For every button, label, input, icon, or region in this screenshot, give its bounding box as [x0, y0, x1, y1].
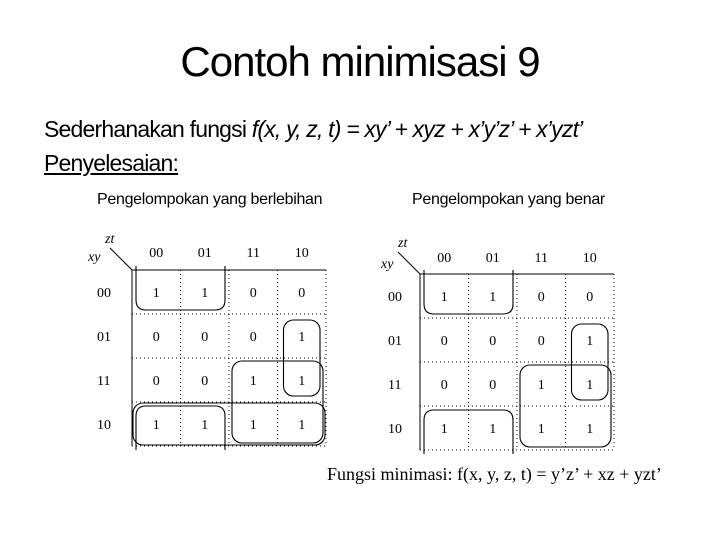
problem-function: f(x, y, z, t) = xy’ + xyz + x’y’z’ + x’yzt’ — [251, 116, 583, 142]
kmap-cell-value: 0 — [537, 290, 545, 305]
kmap-cell-value: 0 — [489, 334, 497, 349]
kmap-cell-value: 1 — [298, 330, 306, 345]
kmap-cell-value: 1 — [249, 418, 257, 433]
kmap-cell-value: 1 — [537, 422, 545, 437]
kmap-row-header: 11 — [97, 374, 111, 389]
kmap-col-header: 11 — [534, 251, 548, 266]
kmap-cell-value: 0 — [440, 334, 448, 349]
kmap-col-header: 01 — [197, 246, 212, 261]
kmap-right — [380, 236, 614, 454]
kmap-row-variable: xy — [381, 257, 394, 272]
kmap-cell-value: 1 — [586, 334, 594, 349]
kmap-cell-value: 1 — [586, 422, 594, 437]
kmap-row-header: 00 — [388, 290, 402, 305]
kmap-cell-value: 0 — [152, 330, 160, 345]
kmap-cell-value: 0 — [249, 330, 257, 345]
kmap-row-header: 10 — [97, 418, 111, 433]
kmap-cell-value: 0 — [440, 378, 448, 393]
kmap-row-variable: xy — [88, 250, 101, 265]
minimized-function: Fungsi minimasi: f(x, y, z, t) = y’z’ + xz + yzt’ — [327, 464, 662, 484]
kmap-cell-value: 1 — [298, 374, 306, 389]
solution-label: Penyelesaian: — [44, 150, 179, 176]
kmap-cell-value: 0 — [489, 378, 497, 393]
kmap-cell-value: 1 — [586, 378, 594, 393]
kmap-group-yz-top — [424, 270, 513, 314]
problem-prefix: Sederhanakan fungsi — [44, 116, 252, 142]
caption-redundant-grouping: Pengelompokan yang berlebihan — [97, 191, 323, 208]
kmap-row-header: 11 — [388, 378, 402, 393]
kmap-row-header: 01 — [97, 330, 111, 345]
kmap-col-header: 11 — [246, 246, 260, 261]
kmap-col-header: 10 — [582, 251, 597, 266]
kmap-col-header: 00 — [149, 246, 164, 261]
caption-correct-grouping: Pengelompokan yang benar — [412, 191, 605, 208]
kmap-col-variable: zt — [398, 236, 408, 251]
kmap-corner-diagonal — [110, 248, 132, 270]
kmap-cell-value: 0 — [201, 374, 209, 389]
slide-title: Contoh minimisasi 9 — [180, 38, 540, 85]
kmap-group-yz-bottom — [424, 410, 513, 454]
kmap-cell-value: 0 — [298, 286, 306, 301]
kmap-row-header: 10 — [388, 422, 402, 437]
kmap-cell-value: 1 — [298, 418, 306, 433]
kmap-cell-value: 1 — [440, 290, 448, 305]
kmap-cell-value: 1 — [249, 374, 257, 389]
kmap-corner-diagonal — [398, 252, 420, 274]
kmap-left — [87, 232, 326, 450]
kmap-cell-value: 0 — [586, 290, 594, 305]
kmap-row-header: 01 — [388, 334, 402, 349]
kmap-cell-value: 0 — [249, 286, 257, 301]
kmap-cell-value: 0 — [537, 334, 545, 349]
kmap-col-header: 10 — [294, 246, 309, 261]
kmap-cell-value: 1 — [152, 418, 160, 433]
kmap-group-yz-bottom — [136, 406, 225, 450]
kmap-cell-value: 1 — [537, 378, 545, 393]
kmap-col-header: 01 — [485, 251, 500, 266]
kmap-group-yz-top — [136, 266, 225, 310]
kmap-cell-value: 1 — [152, 286, 160, 301]
kmap-col-variable: zt — [105, 232, 115, 247]
kmap-cell-value: 0 — [201, 330, 209, 345]
kmap-col-header: 00 — [437, 251, 452, 266]
kmap-row-header: 00 — [97, 286, 111, 301]
kmap-cell-value: 1 — [440, 422, 448, 437]
kmap-cell-value: 1 — [489, 290, 497, 305]
kmap-cell-value: 1 — [489, 422, 497, 437]
kmap-cell-value: 1 — [201, 418, 209, 433]
kmap-cell-value: 1 — [201, 286, 209, 301]
kmap-cell-value: 0 — [152, 374, 160, 389]
